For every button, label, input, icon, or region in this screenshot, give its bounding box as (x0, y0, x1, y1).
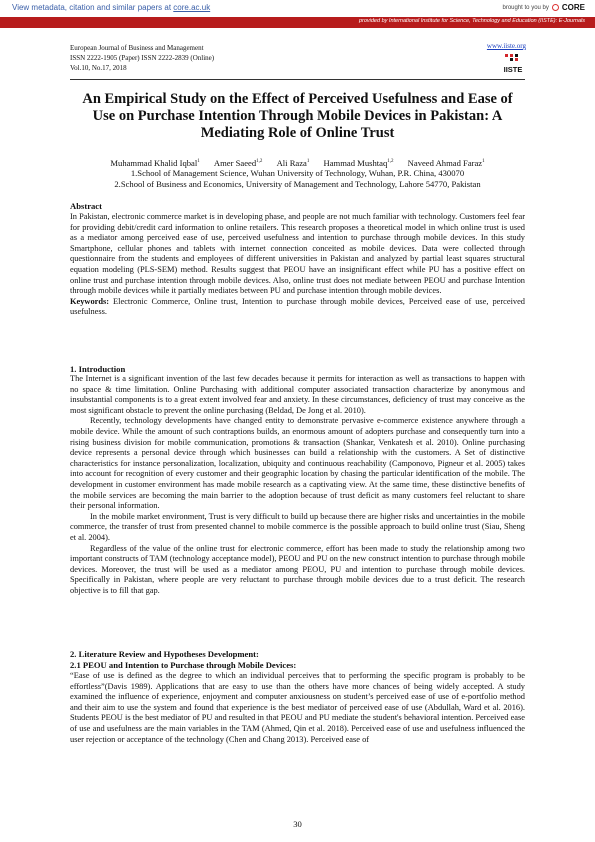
keywords-text: Electronic Commerce, Online trust, Intention to purchase through mobile devices, Perceived ease of use, perceived usefulness. (70, 296, 525, 317)
author: Hammad Mushtaq$^{1,2}$ (323, 158, 394, 168)
iiste-logo-icon (502, 53, 524, 75)
intro-body (70, 374, 525, 596)
affiliation-1: 1.School of Management Science, Wuhan University of Technology, Wuhan, P.R. China, 430070 (130, 168, 465, 178)
abstract-heading: Abstract (70, 201, 102, 211)
journal-header (70, 43, 214, 73)
keywords (70, 297, 525, 318)
iiste-logo-text: IISTE (503, 65, 523, 74)
provided-by-text[interactable]: provided by International Institute for Science, Technology and Education (IISTE): E-Journals (358, 18, 585, 24)
journal-url[interactable]: www.iiste.org (486, 42, 526, 50)
paper-title: An Empirical Study on the Effect of Perceived Usefulness and Ease of Use on Purchase Intention Through Mobile Devices in Pakistan: A Mediating Role of Online Trust (82, 91, 513, 141)
core-brand: CORE (561, 3, 585, 12)
provider-bar (0, 17, 595, 28)
metadata-notice (12, 3, 210, 12)
journal-issn: ISSN 2222-1905 (Paper) ISSN 2222-2839 (Online) (70, 54, 215, 62)
keywords-label: Keywords: (70, 296, 110, 306)
core-logo-icon (552, 4, 559, 11)
lit-subheading: 2.1 PEOU and Intention to Purchase through Mobile Devices: (70, 660, 297, 670)
abstract-body (70, 212, 525, 318)
lit-paragraph: “Ease of use is defined as the degree to which an individual perceives that to performing the specific program is probably to be effortless”(Davis 1989). Applications that are easy to use than the others have more chances of being widely accepted. A study examined the influence of experience, enjoyment and computer anxiousness on student’s perceived ease of use of e-portfolio method and their aim to use the system and found that experience is the best mediator of perceived ease of use (Abdullah, Ward et al. 2016). Students PEOU is the best mediator of PU and resulted in that PEOU and PU mediate the student's behavioral intention. Perceived ease of use and usefulness are the main variables in the TAM (Ahmed, Qin et al. 2018). Perceived ease of use and usefulness influenced the user rejection or acceptance of the technology (Chen and Chang 2013). Perceived ease of (70, 671, 525, 744)
core-link[interactable]: core.ac.uk (173, 3, 211, 12)
author: Naveed Ahmad Faraz$^1$ (407, 158, 485, 168)
journal-volume: Vol.10, No.17, 2018 (70, 64, 127, 72)
journal-name: European Journal of Business and Management (70, 44, 204, 52)
brought-by-text: brought to you by (502, 4, 549, 11)
core-banner (0, 0, 595, 30)
affiliation-2: 2.School of Business and Economics, University of Management and Technology, Lahore 54770, Pakistan (114, 179, 481, 189)
header-divider (70, 79, 525, 80)
intro-paragraph: Recently, technology developments have changed entity to demonstrate pervasive e-commerce existence anywhere through a mobile device. While the amount of such contraptions builds, an enormous amount of adopters purchase and consequently turn into a rising business division for mobile communication, promotions & transaction (Shankar, Venkatesh et al. 2010). Online purchasing device represents a personal device through which businesses can build a relationship with the customers. A Set of distinctive characteristics for instance personalization, localization, ubiquity and continuous reachability (Camponovo, Pigneur et al. 2005) takes into account for recognition of every customer and their geographic location by chasing the particular identification of the mobile. The development in customer environment has made mobile research as a captivating view. At the same time, these distinctive benefits of the mobile services are becoming the main barrier to the adoption because of trust deficit as many customers feel reluctant to share their personal information. (70, 416, 525, 511)
brought-by[interactable] (503, 3, 586, 12)
author: Muhammad Khalid Iqbal$^1$ (110, 158, 200, 168)
lit-body (70, 671, 525, 745)
page-number: 30 (293, 819, 302, 829)
intro-paragraph: Regardless of the value of the online trust for electronic commerce, effort has been made to study the relationship among two important constructs of TAM (technology acceptance model), PEOU and PU on the new construct intention to purchase through mobile devices. Moreover, the trust will be used as a mediator among PEOU, PU and intention to purchase through mobile devices. Specifically in Pakistan, where people are very reluctant to purchase through mobile devices due to a trust deficit. The research objective is to fill that gap. (70, 543, 525, 595)
lit-heading: 2. Literature Review and Hypotheses Development: (70, 649, 259, 659)
intro-paragraph: The Internet is a significant invention of the last few decades because it permits for interaction as well as transactions to happen with no space & time limitation. Online Purchasing with additional computer associated transaction characterize by anonymous and insubstantial components is to a great extent involved fear and anxiety. In these circumstances, deficiency of trust may conceive as the most significant obstacle to prevent the online purchasing (Beldad, De Jong et al. 2010). (70, 374, 525, 415)
intro-heading: 1. Introduction (70, 364, 126, 374)
author: Ali Raza$^1$ (276, 158, 310, 168)
abstract-text: In Pakistan, electronic commerce market is in developing phase, and people are not much familiar with technology. Customers feel fear for providing debit/credit card information to online retailers. This research proposes a theoretical model in which online trust is used as a mediator among perceived ease of use, perceived usefulness and intention to purchase through mobile devices. In this study Smartphone, cellular phones and tablets with internet connection conceited as mobile devices. Data were collected through questionnaire from the students and employees of different universities in Pakistan and analyzed by partial least squares structural equation modeling (PLS-SEM) method. Results suggest that PEOU have an insignificant effect while PU has a positive effect on online trust and purchase intention through mobile devices. Also, online trust does not mediate between PEOU and purchase Intention through mobile devices while it partially mediates between PU and purchase intention through mobile devices. (70, 212, 525, 296)
intro-paragraph: In the mobile market environment, Trust is very difficult to build up because there are higher risks and uncertainties in the mobile commerce, the transfer of trust from presented channel to mobile commerce is the possible approach to build online trust (Siau, Sheng et al. 2004). (70, 511, 525, 542)
author: Amer Saeed$^{1,2}$ (213, 158, 263, 168)
metadata-text: View metadata, citation and similar papers at (12, 3, 174, 12)
core-banner-row (0, 0, 595, 18)
